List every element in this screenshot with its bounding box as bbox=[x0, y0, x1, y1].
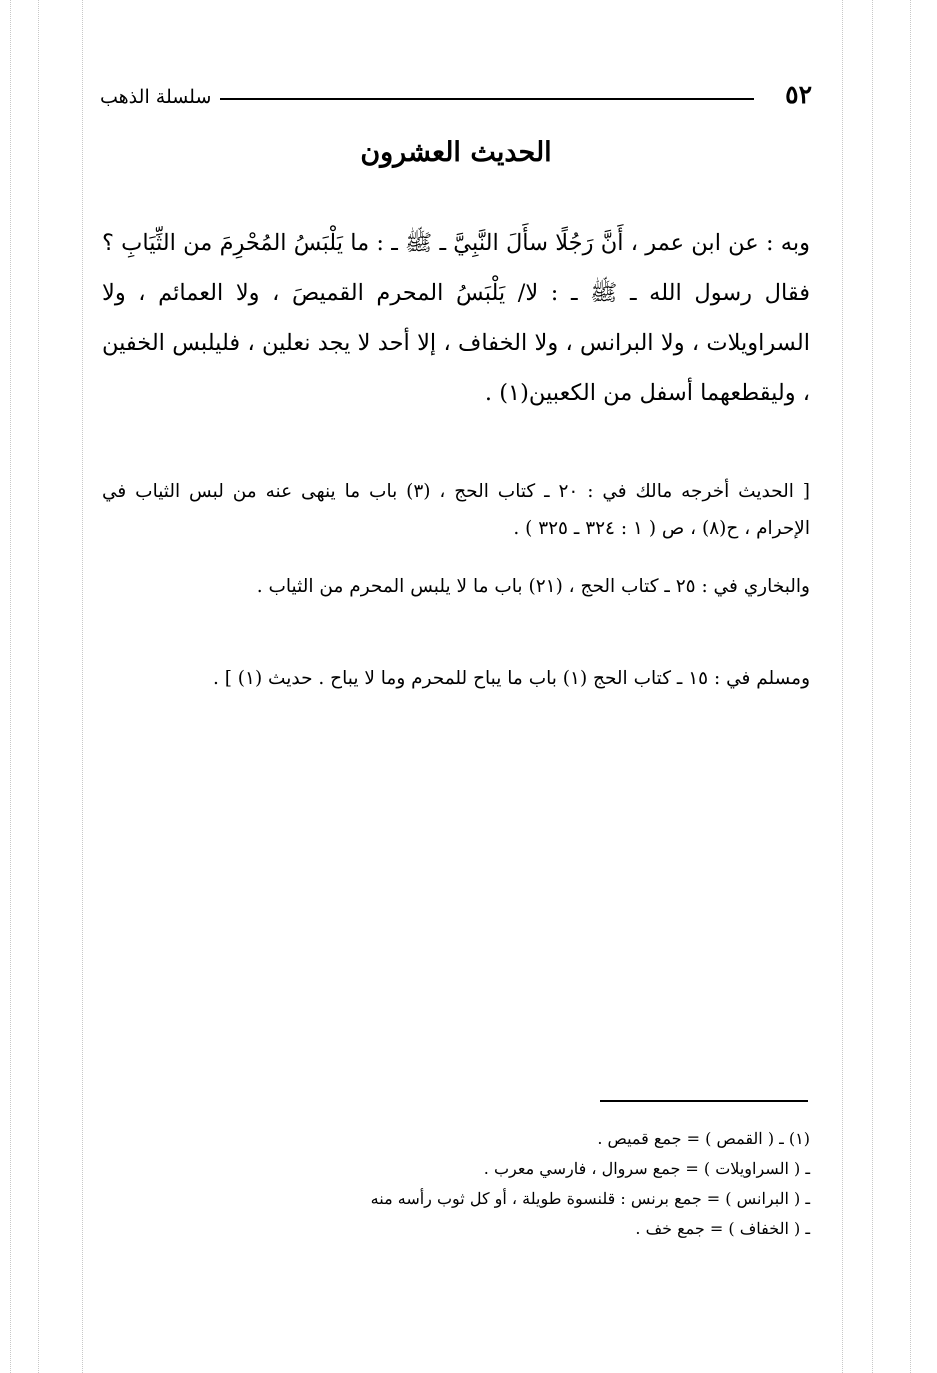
reference-paragraph: ومسلم في : ١٥ ـ كتاب الحج (١) باب ما يباح للمحرم وما لا يباح . حديث (١) ] . bbox=[212, 668, 810, 689]
header-rule bbox=[220, 98, 754, 100]
page-header bbox=[100, 80, 812, 114]
reference-paragraph: [ الحديث أخرجه مالك في : ٢٠ ـ كتاب الحج ، (٣) باب ما ينهى عنه من لبس الثياب في الإحرام ، ح(٨) ، ص ( ١ : ٣٢٤ ـ ٣٢٥ ) . bbox=[102, 481, 811, 539]
chapter-title: الحديث العشرون bbox=[360, 137, 552, 168]
footnote-rule bbox=[600, 1100, 808, 1102]
reference-paragraph: والبخاري في : ٢٥ ـ كتاب الحج ، (٢١) باب ما لا يلبس المحرم من الثياب . bbox=[256, 576, 810, 597]
scan-edge-dots bbox=[872, 0, 873, 1373]
footnote-item: ـ ( الخفاف ) = جمع خف . bbox=[635, 1219, 810, 1238]
scan-edge-dots bbox=[842, 0, 843, 1373]
footnote-item: ـ ( السراويلات ) = جمع سروال ، فارسي معرب . bbox=[483, 1159, 810, 1178]
footnote-item: (١) ـ ( القمص ) = جمع قميص . bbox=[597, 1129, 810, 1148]
scan-edge-dots bbox=[910, 0, 911, 1373]
scan-edge-dots bbox=[82, 0, 83, 1373]
scan-edge-dots bbox=[38, 0, 39, 1373]
footnotes bbox=[180, 1124, 810, 1244]
running-title: سلسلة الذهب bbox=[100, 86, 212, 108]
hadith-text: وبه : عن ابن عمر ، أَنَّ رَجُلًا سأَلَ النَّبِيَّ ـ ﷺ ـ : ما يَلْبَسُ المُحْرِمَ من الثِّيَابِ ؟ فقال رسول الله ـ ﷺ ـ : لا/ يَلْبَسُ المحرم القميصَ ، ولا العمائم ، ولا السراويلات ، ولا البرانس ، ولا الخفاف ، إلا أحد لا يجد نعلين ، فليلبس الخفين ، وليقطعهما أسفل من الكعبين(١) . bbox=[102, 230, 810, 406]
scan-edge-dots bbox=[10, 0, 11, 1373]
page-number: ٥٢ bbox=[785, 80, 812, 109]
footnote-item: ـ ( البرانس ) = جمع برنس : قلنسوة طويلة ، أو كل ثوب رأسه منه bbox=[370, 1189, 810, 1208]
